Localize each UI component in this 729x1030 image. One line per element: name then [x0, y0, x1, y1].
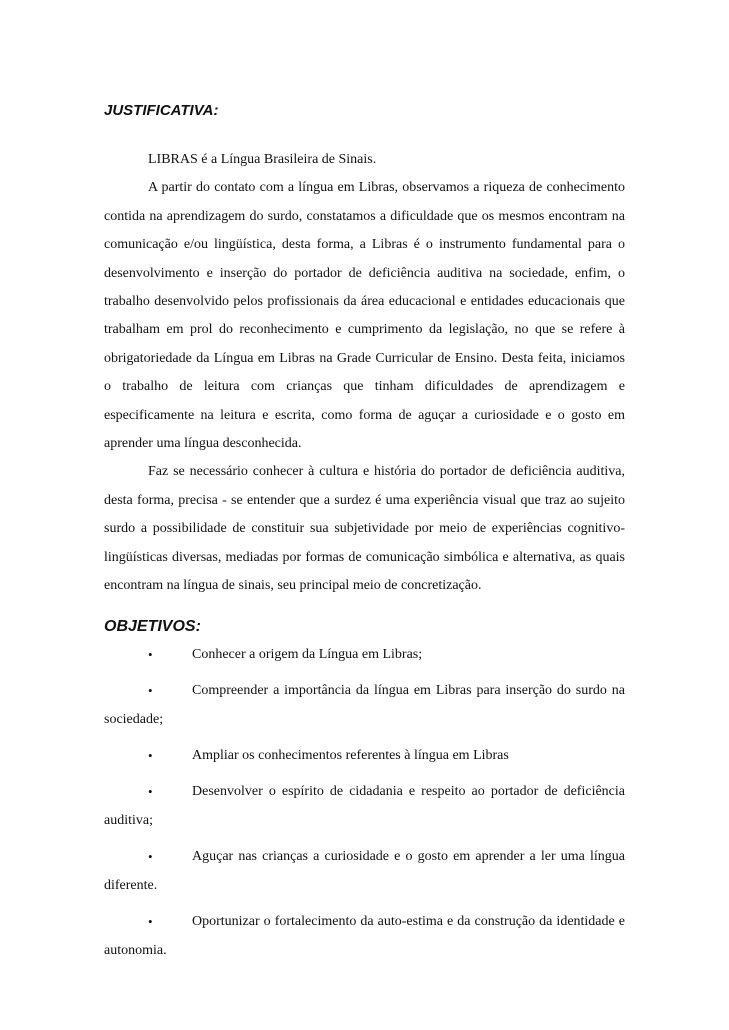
list-item-text: Oportunizar o fortalecimento da auto-estima e da construção da identidade e autonomia.: [104, 914, 625, 958]
list-item: [104, 842, 625, 900]
objetivos-list: [104, 640, 625, 972]
list-item: [104, 741, 625, 770]
list-item-text: Compreender a importância da língua em Libras para inserção do surdo na sociedade;: [104, 683, 625, 727]
bullet-icon: •: [148, 784, 153, 799]
section-heading-justificativa: JUSTIFICATIVA:: [104, 102, 219, 119]
bullet-icon: •: [148, 647, 153, 662]
bullet-icon: •: [148, 849, 153, 864]
bullet-icon: •: [148, 914, 153, 929]
list-item: [104, 907, 625, 965]
justificativa-body: [104, 146, 625, 601]
justificativa-paragraph: A partir do contato com a língua em Libras, observamos a riqueza de conhecimento contida na aprendizagem do surdo, constatamos a dificuldade que os mesmos encontram na comunicação e/ou lingüística, desta forma, a Libras é o instrumento fundamental para o desenvolvimento e inserção do portador de deficiência auditiva na sociedade, enfim, o trabalho desenvolvido pelos profissionais da área educacional e entidades educacionais que trabalham em prol do reconhecimento e cumprimento da legislação, no que se refere à obrigatoriedade da Língua em Libras na Grade Curricular de Ensino. Desta feita, iniciamos o trabalho de leitura com crianças que tinham dificuldades de aprendizagem e especificamente na leitura e escrita, como forma de aguçar a curiosidade e o gosto em aprender uma língua desconhecida.: [104, 180, 625, 452]
bullet-icon: •: [148, 748, 153, 763]
justificativa-paragraph: Faz se necessário conhecer à cultura e história do portador de deficiência auditiva, desta forma, precisa - se entender que a surdez é uma experiência visual que traz ao sujeito surdo a possibilidade de constituir sua subjetividade por meio de experiências cognitivo-lingüísticas diversas, mediadas por formas de comunicação simbólica e alternativa, as quais encontram na língua de sinais, seu principal meio de concretização.: [104, 464, 625, 594]
bullet-icon: •: [148, 683, 153, 698]
list-item-text: Aguçar nas crianças a curiosidade e o gosto em aprender a ler uma língua diferente.: [104, 849, 625, 893]
list-item: [104, 676, 625, 734]
justificativa-paragraph: LIBRAS é a Língua Brasileira de Sinais.: [148, 152, 377, 167]
section-heading-objetivos: OBJETIVOS:: [104, 618, 201, 635]
list-item: [104, 777, 625, 835]
list-item-text: Ampliar os conhecimentos referentes à língua em Libras: [192, 748, 509, 763]
list-item: [104, 640, 625, 669]
list-item-text: Conhecer a origem da Língua em Libras;: [192, 647, 423, 662]
list-item-text: Desenvolver o espírito de cidadania e respeito ao portador de deficiência auditiva;: [104, 784, 625, 828]
